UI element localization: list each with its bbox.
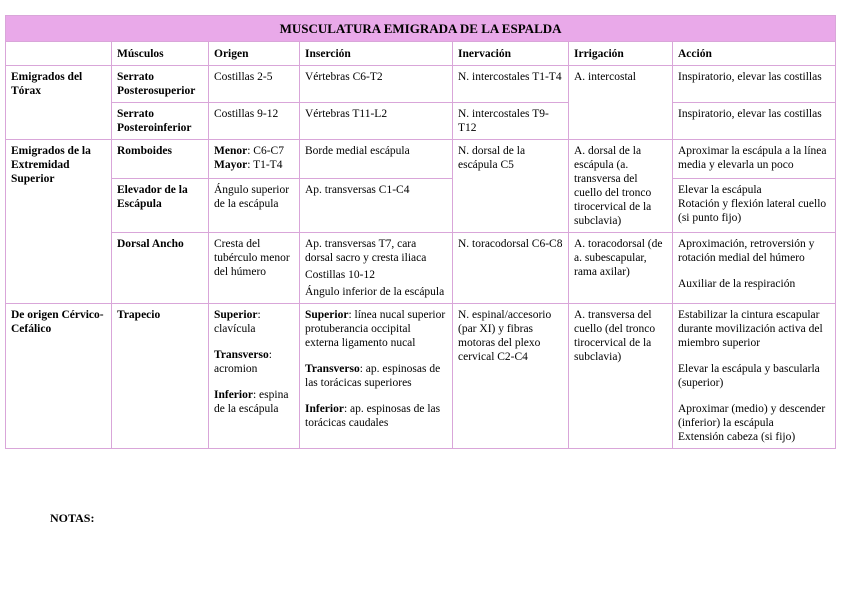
origin-text: : acromion [214,349,272,375]
action-cell: Inspiratorio, elevar las costillas [673,66,836,103]
header-irrigacion: Irrigación [569,42,673,66]
origin-cell [209,304,300,449]
irrigation-cell: A. transversa del cuello (del tronco tirocervical de la subclavia) [569,304,673,449]
action-cell: Aproximar la escápula a la línea media y elevarla un poco [673,140,836,179]
table-title: MUSCULATURA EMIGRADA DE LA ESPALDA [6,16,836,42]
origin-text: : espina de la escápula [214,389,289,415]
table-row [6,103,836,140]
origin-label: Menor [214,145,248,157]
origin-text: : T1-T4 [247,159,283,171]
table-row [6,140,836,179]
action-text: Extensión cabeza (si fijo) [678,431,796,443]
action-cell [673,304,836,449]
action-text: Estabilizar la cintura escapular durante movilización activa del miembro superior [678,309,823,349]
insertion-text: : ap. espinosas de las torácicas superiores [305,363,441,389]
origin-cell: Cresta del tubérculo menor del húmero [209,233,300,304]
action-text: Elevar la escápula y bascularla (superior) [678,363,820,389]
muscle-name: Serrato Posteroinferior [112,103,209,140]
innervation-cell: N. dorsal de la escápula C5 [453,140,569,233]
insertion-cell: Borde medial escápula [300,140,453,179]
action-text: Auxiliar de la respiración [678,278,796,290]
muscle-name: Romboides [112,140,209,179]
header-inervacion: Inervación [453,42,569,66]
innervation-cell: N. espinal/accesorio (par XI) y fibras motoras del plexo cervical C2-C4 [453,304,569,449]
innervation-cell: N. toracodorsal C6-C8 [453,233,569,304]
origin-label: Inferior [214,389,253,401]
origin-cell: Costillas 2-5 [209,66,300,103]
insertion-cell [300,233,453,304]
innervation-cell: N. intercostales T1-T4 [453,66,569,103]
action-text: Aproximación, retroversión y rotación medial del húmero [678,238,815,264]
irrigation-cell: A. dorsal de la escápula (a. transversa del cuello del tronco tirocervical de la subclavia) [569,140,673,233]
header-musculos: Músculos [112,42,209,66]
innervation-cell: N. intercostales T9-T12 [453,103,569,140]
musculature-table [5,15,836,449]
origin-label: Mayor [214,159,248,171]
group-torax: Emigrados del Tórax [6,66,112,140]
header-accion: Acción [673,42,836,66]
header-row [6,42,836,66]
insertion-label: Inferior [305,403,344,415]
insertion-text: : línea nucal superior protuberancia occipital externa ligamento nucal [305,309,446,349]
origin-label: Transverso [214,349,269,361]
table-row [6,179,836,233]
muscle-name: Trapecio [112,304,209,449]
action-cell: Inspiratorio, elevar las costillas [673,103,836,140]
insertion-label: Transverso [305,363,360,375]
action-text: Aproximar (medio) y descender (inferior) la escápula [678,403,826,429]
header-origen: Origen [209,42,300,66]
insertion-text: Costillas 10-12 [305,269,375,281]
table-row [6,304,836,449]
action-cell [673,233,836,304]
action-text: Elevar la escápula [678,184,762,197]
action-text: Rotación y flexión lateral cuello (si punto fijo) [678,198,827,225]
header-empty [6,42,112,66]
irrigation-cell: A. toracodorsal (de a. subescapular, rama axilar) [569,233,673,304]
insertion-label: Superior [305,309,349,321]
header-insercion: Inserción [300,42,453,66]
muscle-name: Elevador de la Escápula [112,179,209,233]
insertion-text: Ap. transversas T7, cara dorsal sacro y cresta iliaca [305,238,427,264]
group-extremidad: Emigrados de la Extremidad Superior [6,140,112,304]
group-cervico: De origen Cérvico-Cefálico [6,304,112,449]
origin-cell: Costillas 9-12 [209,103,300,140]
origin-text: : C6-C7 [247,145,284,157]
table-row [6,66,836,103]
table-row [6,233,836,304]
insertion-cell [300,304,453,449]
muscle-name: Dorsal Ancho [112,233,209,304]
muscle-name: Serrato Posterosuperior [112,66,209,103]
insertion-text: Ángulo inferior de la escápula [305,286,445,298]
insertion-text: : ap. espinosas de las torácicas caudales [305,403,441,429]
insertion-cell: Vértebras C6-T2 [300,66,453,103]
insertion-cell: Ap. transversas C1-C4 [300,179,453,233]
origin-text: : clavícula [214,309,261,335]
insertion-cell: Vértebras T11-L2 [300,103,453,140]
origin-cell: Ángulo superior de la escápula [209,179,300,233]
irrigation-cell: A. intercostal [569,66,673,140]
action-cell [673,179,836,233]
origin-cell [209,140,300,179]
notes-label: NOTAS: [50,511,95,525]
origin-label: Superior [214,309,258,321]
